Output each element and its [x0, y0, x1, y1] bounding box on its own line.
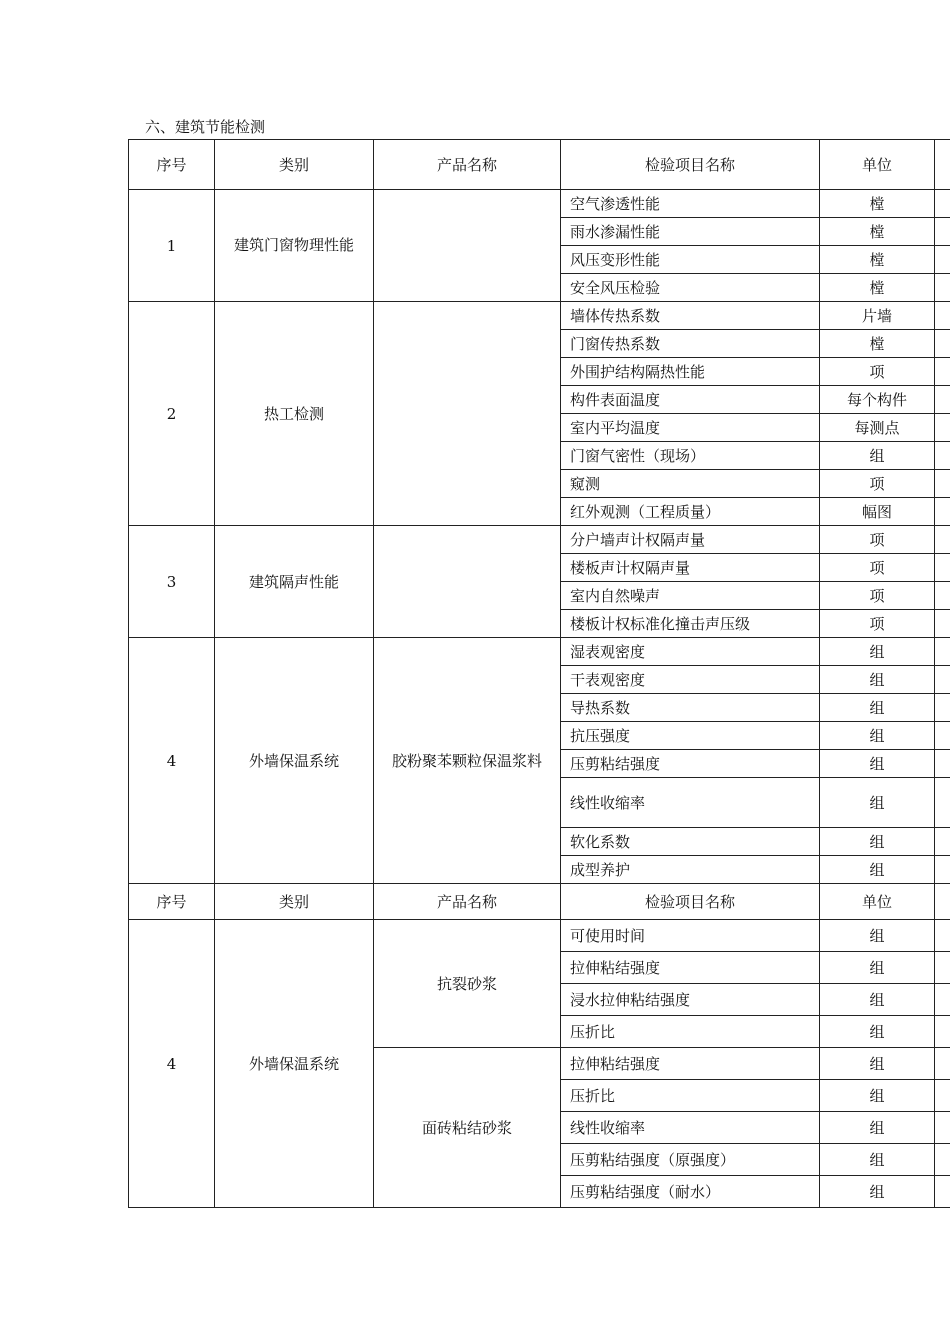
item-unit: 组: [820, 984, 935, 1016]
table-row: [129, 190, 950, 218]
group-category: 外墙保温系统: [215, 920, 374, 1208]
item-unit: 组: [820, 1176, 935, 1208]
extra-cell: [935, 1080, 950, 1112]
group-seq: 4: [129, 920, 215, 1208]
item-unit: 组: [820, 666, 935, 694]
item-name: 楼板计权标准化撞击声压级: [561, 610, 820, 638]
extra-cell: [935, 750, 950, 778]
group-category: 建筑隔声性能: [215, 526, 374, 638]
item-name: 压剪粘结强度（耐水）: [561, 1176, 820, 1208]
group-seq: 1: [129, 190, 215, 302]
item-unit: 樘: [820, 246, 935, 274]
extra-cell: [935, 1112, 950, 1144]
item-unit: 项: [820, 610, 935, 638]
item-name: 可使用时间: [561, 920, 820, 952]
item-name: 室内平均温度: [561, 414, 820, 442]
extra-cell: [935, 302, 950, 330]
item-name: 线性收缩率: [561, 1112, 820, 1144]
item-unit: 片墙: [820, 302, 935, 330]
item-unit: 组: [820, 750, 935, 778]
extra-cell: [935, 856, 950, 884]
extra-cell: [935, 358, 950, 386]
item-name: 成型养护: [561, 856, 820, 884]
header-item: 检验项目名称: [561, 140, 820, 190]
group-category: 建筑门窗物理性能: [215, 190, 374, 302]
item-unit: 项: [820, 582, 935, 610]
item-unit: 组: [820, 722, 935, 750]
item-name: 浸水拉伸粘结强度: [561, 984, 820, 1016]
energy-test-table: [128, 139, 950, 1208]
header-extra: [935, 140, 950, 190]
extra-cell: [935, 274, 950, 302]
item-name: 安全风压检验: [561, 274, 820, 302]
item-name: 压剪粘结强度: [561, 750, 820, 778]
item-unit: 组: [820, 1080, 935, 1112]
header-seq: 序号: [129, 140, 215, 190]
table-row: [129, 638, 950, 666]
group-product: 抗裂砂浆: [374, 920, 561, 1048]
table-header-repeat: [129, 884, 950, 920]
extra-cell: [935, 952, 950, 984]
group-product: 面砖粘结砂浆: [374, 1048, 561, 1208]
table-header: [129, 140, 950, 190]
item-name: 抗压强度: [561, 722, 820, 750]
item-name: 压折比: [561, 1080, 820, 1112]
group-seq: 4: [129, 638, 215, 884]
item-unit: 组: [820, 1112, 935, 1144]
item-name: 空气渗透性能: [561, 190, 820, 218]
item-unit: 组: [820, 638, 935, 666]
group-product: [374, 302, 561, 526]
section-title: 六、建筑节能检测: [145, 118, 266, 136]
item-name: 拉伸粘结强度: [561, 952, 820, 984]
header-category: 类别: [215, 884, 374, 920]
extra-cell: [935, 246, 950, 274]
item-name: 风压变形性能: [561, 246, 820, 274]
item-unit: 组: [820, 952, 935, 984]
item-unit: 每测点: [820, 414, 935, 442]
item-name: 室内自然噪声: [561, 582, 820, 610]
extra-cell: [935, 498, 950, 526]
extra-cell: [935, 694, 950, 722]
item-unit: 组: [820, 828, 935, 856]
item-unit: 樘: [820, 274, 935, 302]
extra-cell: [935, 554, 950, 582]
header-product: 产品名称: [374, 140, 561, 190]
item-unit: 幅图: [820, 498, 935, 526]
item-unit: 项: [820, 470, 935, 498]
item-unit: 组: [820, 1144, 935, 1176]
item-unit: 项: [820, 554, 935, 582]
table-row: [129, 302, 950, 330]
extra-cell: [935, 1048, 950, 1080]
item-name: 干表观密度: [561, 666, 820, 694]
group-category: 外墙保温系统: [215, 638, 374, 884]
extra-cell: [935, 470, 950, 498]
extra-cell: [935, 828, 950, 856]
extra-cell: [935, 190, 950, 218]
group-product: 胶粉聚苯颗粒保温浆料: [374, 638, 561, 884]
item-name: 门窗传热系数: [561, 330, 820, 358]
item-name: 门窗气密性（现场）: [561, 442, 820, 470]
extra-cell: [935, 778, 950, 828]
item-name: 拉伸粘结强度: [561, 1048, 820, 1080]
item-unit: 组: [820, 920, 935, 952]
group-product: [374, 190, 561, 302]
extra-cell: [935, 920, 950, 952]
extra-cell: [935, 442, 950, 470]
item-name: 分户墙声计权隔声量: [561, 526, 820, 554]
header-item: 检验项目名称: [561, 884, 820, 920]
extra-cell: [935, 984, 950, 1016]
item-name: 湿表观密度: [561, 638, 820, 666]
table-row: [129, 920, 950, 952]
item-unit: 樘: [820, 330, 935, 358]
item-unit: 组: [820, 778, 935, 828]
header-category: 类别: [215, 140, 374, 190]
item-name: 软化系数: [561, 828, 820, 856]
item-name: 外围护结构隔热性能: [561, 358, 820, 386]
item-name: 构件表面温度: [561, 386, 820, 414]
extra-cell: [935, 218, 950, 246]
extra-cell: [935, 1144, 950, 1176]
item-unit: 樘: [820, 190, 935, 218]
header-unit: 单位: [820, 884, 935, 920]
item-name: 墙体传热系数: [561, 302, 820, 330]
item-unit: 组: [820, 694, 935, 722]
extra-cell: [935, 638, 950, 666]
extra-cell: [935, 526, 950, 554]
item-unit: 组: [820, 1016, 935, 1048]
extra-cell: [935, 386, 950, 414]
group-product: [374, 526, 561, 638]
item-unit: 樘: [820, 218, 935, 246]
extra-cell: [935, 1016, 950, 1048]
extra-cell: [935, 722, 950, 750]
item-unit: 每个构件: [820, 386, 935, 414]
item-unit: 项: [820, 358, 935, 386]
item-name: 线性收缩率: [561, 778, 820, 828]
header-product: 产品名称: [374, 884, 561, 920]
group-category: 热工检测: [215, 302, 374, 526]
extra-cell: [935, 1176, 950, 1208]
group-seq: 2: [129, 302, 215, 526]
group-seq: 3: [129, 526, 215, 638]
item-unit: 项: [820, 526, 935, 554]
extra-cell: [935, 582, 950, 610]
header-unit: 单位: [820, 140, 935, 190]
item-name: 导热系数: [561, 694, 820, 722]
table-row: [129, 526, 950, 554]
header-seq: 序号: [129, 884, 215, 920]
extra-cell: [935, 610, 950, 638]
item-unit: 组: [820, 1048, 935, 1080]
extra-cell: [935, 330, 950, 358]
item-name: 压折比: [561, 1016, 820, 1048]
item-unit: 组: [820, 856, 935, 884]
item-name: 窥测: [561, 470, 820, 498]
extra-cell: [935, 666, 950, 694]
item-unit: 组: [820, 442, 935, 470]
header-extra: [935, 884, 950, 920]
extra-cell: [935, 414, 950, 442]
item-name: 红外观测（工程质量）: [561, 498, 820, 526]
item-name: 压剪粘结强度（原强度）: [561, 1144, 820, 1176]
item-name: 雨水渗漏性能: [561, 218, 820, 246]
item-name: 楼板声计权隔声量: [561, 554, 820, 582]
